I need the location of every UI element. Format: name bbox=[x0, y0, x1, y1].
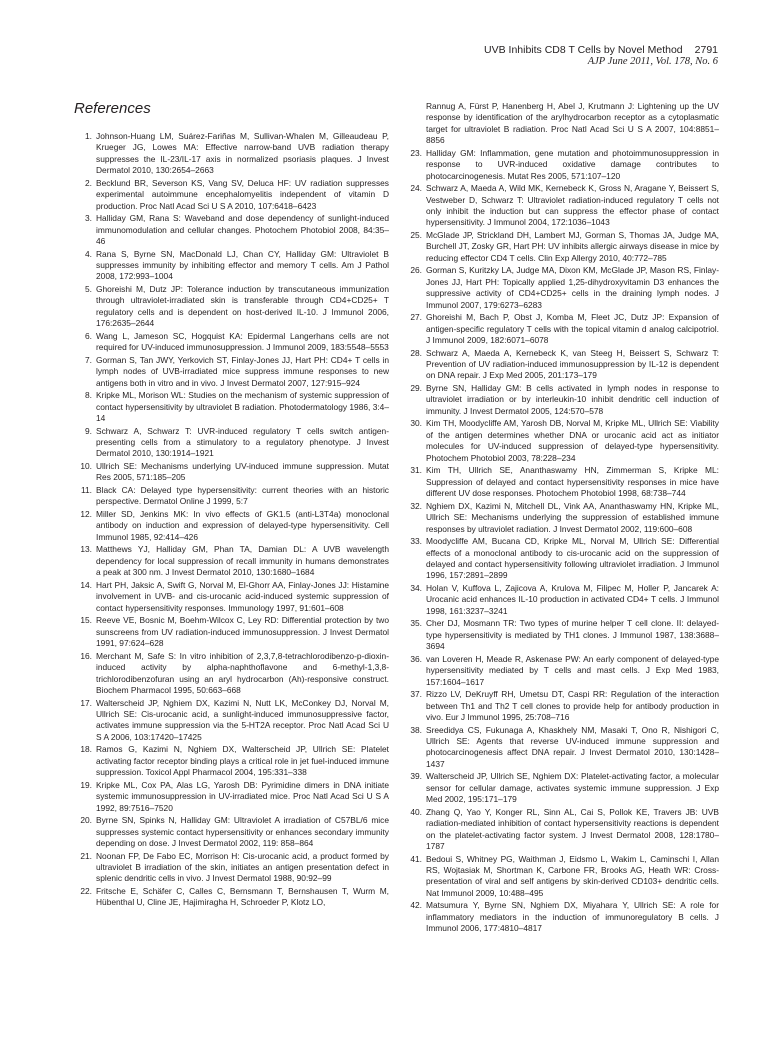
reference-number: 19. bbox=[80, 779, 92, 790]
reference-item bbox=[74, 886, 389, 909]
reference-text: Miller SD, Jenkins MK: In vivo effects of GK1.5 (anti-L3T4a) monoclonal antibody on induction and expression of delayed-type hypersensitivity. Cell Immunol 1985, 92:414–426 bbox=[96, 509, 389, 542]
reference-number: 36. bbox=[410, 653, 422, 664]
reference-text: Rana S, Byrne SN, MacDonald LJ, Chan CY, Halliday GM: Ultraviolet B suppresses immunity by inhibiting effector and memory T cells. Am J Pathol 2008, 172:993–1004 bbox=[96, 248, 389, 282]
reference-item bbox=[404, 771, 719, 805]
reference-item bbox=[74, 390, 389, 424]
reference-text: McGlade JP, Strickland DH, Lambert MJ, Gorman S, Thomas JA, Judge MA, Burchell JT, Zosky GR, Hart PH: UV inhibits allergic airways disease in mice by reducing effector CD4 T cells. Clin Exp Allergy 2010, 40:772–785 bbox=[426, 230, 719, 263]
reference-item bbox=[74, 426, 389, 460]
reference-text: Zhang Q, Yao Y, Konger RL, Sinn AL, Cai S, Pollok KE, Travers JB: UVB radiation-mediated inhibition of contact hypersensitivity reactions is dependent on the platelet-activating factor system. J Invest Dermatol 2008, 128:1780–1787 bbox=[426, 806, 719, 851]
reference-item bbox=[74, 178, 389, 212]
reference-text: Nghiem DX, Kazimi N, Mitchell DL, Vink AA, Ananthaswamy HN, Kripke ML, Ullrich SE: Mechanisms underlying the suppression of established immune responses by ultraviolet radiation. J Invest Dermatol 2002, 119:600–608 bbox=[426, 500, 719, 534]
reference-text: Bedoui S, Whitney PG, Waithman J, Eidsmo L, Wakim L, Caminschi I, Allan RS, Wojtasiak M, Shortman K, Carbone FR, Brooks AG, Heath WR: Cross-presentation of viral and self antigens by skin-derived CD103+ dendritic cells. Nat Immunol 2009, 10:488–495 bbox=[426, 853, 719, 898]
reference-item bbox=[404, 230, 719, 264]
reference-item bbox=[404, 148, 719, 182]
section-title: References bbox=[74, 100, 151, 117]
references-list-right bbox=[404, 148, 719, 935]
reference-item bbox=[404, 312, 719, 346]
reference-item bbox=[404, 583, 719, 617]
reference-number: 20. bbox=[80, 815, 92, 826]
reference-text: Wang L, Jameson SC, Hogquist KA: Epidermal Langerhans cells are not required for UV-induced immunosuppression. J Immunol 2009, 183:5548–5553 bbox=[96, 330, 389, 353]
references-column-right bbox=[404, 101, 719, 936]
reference-number: 6. bbox=[85, 330, 92, 341]
reference-text: Sreedidya CS, Fukunaga A, Khaskhely NM, Masaki T, Ono R, Nishigori C, Ullrich SE: Agents that reverse UV-induced immune suppression and photocarcinogenesis affect DNA repair. J Invest Dermatol 2010, 130:1428–1437 bbox=[426, 724, 719, 769]
reference-number: 25. bbox=[410, 230, 422, 241]
reference-number: 13. bbox=[80, 544, 92, 555]
reference-item bbox=[404, 725, 719, 771]
reference-number: 17. bbox=[80, 697, 92, 708]
reference-item bbox=[404, 689, 719, 723]
reference-number: 28. bbox=[410, 347, 422, 358]
running-title: UVB Inhibits CD8 T Cells by Novel Method bbox=[484, 44, 683, 56]
reference-text: Matsumura Y, Byrne SN, Nghiem DX, Miyahara Y, Ullrich SE: A role for inflammatory mediators in the induction of immunoregulatory B cells. J Immunol 2006, 177:4810–4817 bbox=[426, 900, 719, 934]
reference-item bbox=[404, 265, 719, 311]
reference-item bbox=[404, 183, 719, 229]
reference-text: Byrne SN, Halliday GM: B cells activated in lymph nodes in response to ultraviolet irradiation or by interleukin-10 inhibit dendritic cell induction of immunity. J Invest Dermatol 2005, 124:570–578 bbox=[426, 383, 719, 416]
reference-number: 32. bbox=[410, 500, 422, 511]
reference-text: Schwarz A, Schwarz T: UVR-induced regulatory T cells switch antigen-presenting cells from a stimulatory to a regulatory phenotype. J Invest Dermatol 2010, 130:1914–1921 bbox=[96, 425, 389, 459]
reference-item bbox=[74, 461, 389, 484]
reference-number: 26. bbox=[410, 265, 422, 276]
reference-item bbox=[404, 536, 719, 582]
reference-number: 34. bbox=[410, 582, 422, 593]
reference-item bbox=[404, 618, 719, 652]
reference-number: 7. bbox=[85, 354, 92, 365]
reference-text: van Loveren H, Meade R, Askenase PW: An early component of delayed-type hypersensitivity mediated by T cells and mast cells. J Exp Med 1983, 157:1604–1617 bbox=[426, 653, 719, 687]
reference-number: 1. bbox=[85, 131, 92, 141]
reference-number: 29. bbox=[410, 383, 422, 394]
reference-number: 22. bbox=[80, 885, 92, 896]
reference-number: 8. bbox=[85, 390, 92, 401]
reference-number: 37. bbox=[410, 689, 422, 700]
reference-item bbox=[74, 509, 389, 543]
reference-text: Black CA: Delayed type hypersensitivity: current theories with an historic perspective. Dermatol Online J 1999, 5:7 bbox=[96, 485, 389, 507]
reference-item bbox=[404, 900, 719, 934]
reference-text: Schwarz A, Maeda A, Wild MK, Kernebeck K, Gross N, Aragane Y, Beissert S, Vestweber D, Schwarz T: Ultraviolet radiation-induced regulatory T cells not only inhibit the induction but can suppress the effector phase of contact hypersensitivity. J Immunol 2004, 172:1036–1043 bbox=[426, 183, 719, 228]
reference-item bbox=[404, 383, 719, 417]
reference-text: Kripke ML, Morison WL: Studies on the mechanism of systemic suppression of contact hypersensitivity by ultraviolet B radiation. Photodermatology 1986, 3:4–14 bbox=[96, 390, 389, 424]
reference-number: 23. bbox=[410, 147, 422, 158]
reference-number: 14. bbox=[80, 579, 92, 590]
reference-number: 16. bbox=[80, 650, 92, 661]
reference-text: Halliday GM, Rana S: Waveband and dose dependency of sunlight-induced immunomodulation and cellular changes. Photochem Photobiol 2008, 84:35–46 bbox=[96, 213, 389, 247]
reference-text: Reeve VE, Bosnic M, Boehm-Wilcox C, Ley RD: Differential protection by two sunscreens from UV radiation-induced immunosuppression. J Invest Dermatol 1991, 97:624–628 bbox=[96, 615, 389, 649]
reference-item bbox=[404, 348, 719, 382]
reference-number: 21. bbox=[80, 850, 92, 861]
reference-item bbox=[404, 501, 719, 535]
reference-number: 2. bbox=[85, 177, 92, 188]
reference-item bbox=[74, 213, 389, 247]
reference-item bbox=[404, 465, 719, 499]
reference-text: Kim TH, Moodycliffe AM, Yarosh DB, Norval M, Kripke ML, Ullrich SE: Viability of the antigen determines whether DNA or urocanic acid act as initiator molecules for UV-induced suppression of delayed-type hypersensitivity. Photochem Photobiol 2003, 78:228–234 bbox=[426, 418, 719, 463]
reference-number: 15. bbox=[80, 615, 92, 626]
reference-item bbox=[74, 331, 389, 354]
reference-number: 18. bbox=[80, 744, 92, 755]
reference-item bbox=[74, 284, 389, 330]
reference-number: 3. bbox=[85, 213, 92, 224]
reference-number: 24. bbox=[410, 183, 422, 194]
reference-item bbox=[74, 851, 389, 885]
reference-text: Ghoreishi M, Bach P, Obst J, Komba M, Fleet JC, Dutz JP: Expansion of antigen-specific regulatory T cells with the topical vitamin d analog calcipotriol. J Immunol 2009, 182:6071–6078 bbox=[426, 312, 719, 346]
reference-text: Johnson-Huang LM, Suárez-Fariñas M, Sullivan-Whalen M, Gilleaudeau P, Krueger JG, Lowes MA: Effective narrow-band UVB radiation therapy suppresses the IL-23/IL-17 axis in normalized psoriasis plaques. J Invest Dermatol 2010, 130:2654–2663 bbox=[96, 131, 389, 176]
reference-item bbox=[74, 615, 389, 649]
reference-item bbox=[404, 654, 719, 688]
reference-number: 31. bbox=[410, 465, 422, 476]
reference-text: Kripke ML, Cox PA, Alas LG, Yarosh DB: Pyrimidine dimers in DNA initiate systemic immunosuppression in UV-irradiated mice. Proc Natl Acad Sci U S A 1992, 89:7516–7520 bbox=[96, 779, 389, 813]
reference-number: 30. bbox=[410, 418, 422, 429]
continued-reference: Rannug A, Fürst P, Hanenberg H, Abel J, Krutmann J: Lightening up the UV response by identification of the arylhydrocarbon receptor as a cytoplasmatic target for ultraviolet B radiation. Proc Natl Acad Sci U S A 2007, 104:8851–8856 bbox=[426, 101, 719, 146]
reference-number: 40. bbox=[410, 806, 422, 817]
references-column-left bbox=[74, 131, 389, 910]
reference-text: Merchant M, Safe S: In vitro inhibition of 2,3,7,8-tetrachlorodibenzo-p-dioxin-induced activity by alpha-naphthoflavone and 6-methyl-1,3,8-trichlorodibenzofuran using an aryl hydrocarbon (Ah)-responsive construct. Biochem Pharmacol 1995, 50:663–668 bbox=[96, 650, 389, 695]
reference-number: 38. bbox=[410, 724, 422, 735]
reference-text: Halliday GM: Inflammation, gene mutation and photoimmunosuppression in response to UVR-induced oxidative damage contributes to photocarcinogenesis. Mutat Res 2005, 571:107–120 bbox=[426, 147, 719, 181]
reference-text: Cher DJ, Mosmann TR: Two types of murine helper T cell clone. II: delayed-type hypersensitivity is mediated by TH1 clones. J Immunol 1987, 138:3688–3694 bbox=[426, 618, 719, 652]
reference-text: Kim TH, Ullrich SE, Ananthaswamy HN, Zimmerman S, Kripke ML: Suppression of delayed and contact hypersensitivity responses in mice have different UV dose responses. Photochem Photobiol 1998, 68:738–744 bbox=[426, 465, 719, 499]
reference-number: 9. bbox=[85, 425, 92, 436]
reference-item bbox=[74, 744, 389, 778]
reference-text: Byrne SN, Spinks N, Halliday GM: Ultraviolet A irradiation of C57BL/6 mice suppresses systemic contact hypersensitivity or enhances secondary immunity depending on dose. J Invest Dermatol 2002, 119: 858–864 bbox=[96, 815, 389, 848]
reference-text: Ullrich SE: Mechanisms underlying UV-induced immune suppression. Mutat Res 2005, 571:185–205 bbox=[96, 461, 389, 483]
reference-number: 35. bbox=[410, 618, 422, 629]
reference-text: Fritsche E, Schäfer C, Calles C, Bernsmann T, Bernshausen T, Wurm M, Hübenthal U, Cline JE, Hajimiragha H, Schroeder P, Klotz LO, bbox=[96, 885, 389, 908]
reference-text: Gorman S, Tan JWY, Yerkovich ST, Finlay-Jones JJ, Hart PH: CD4+ T cells in lymph nodes of UVB-irradiated mice suppress immune responses to new antigens both in vitro and in vivo. J Invest Dermatol 2007, 127:915–924 bbox=[96, 354, 389, 388]
reference-text: Walterscheid JP, Ullrich SE, Nghiem DX: Platelet-activating factor, a molecular sensor for cellular damage, activates systemic immune suppression. J Exp Med 2002, 195:171–179 bbox=[426, 771, 719, 805]
page-number: 2791 bbox=[694, 44, 718, 56]
reference-item bbox=[404, 854, 719, 900]
reference-text: Matthews YJ, Halliday GM, Phan TA, Damian DL: A UVB wavelength dependency for local suppression of recall immunity in humans demonstrates a peak at 300 nm. J Invest Dermatol 2010, 130:1680–1684 bbox=[96, 544, 389, 578]
reference-number: 4. bbox=[85, 248, 92, 259]
reference-number: 42. bbox=[410, 900, 422, 911]
reference-text: Noonan FP, De Fabo EC, Morrison H: Cis-urocanic acid, a product formed by ultraviolet B irradiation of the skin, initiates an antigen presentation defect in splenic dendritic cells in vivo. J Invest Dermatol 1988, 90:92–99 bbox=[96, 850, 389, 884]
reference-item bbox=[74, 485, 389, 508]
reference-number: 5. bbox=[85, 284, 92, 295]
reference-text: Holan V, Kuffova L, Zajicova A, Krulova M, Filipec M, Holler P, Jancarek A: Urocanic acid enhances IL-10 production in activated CD4+ T cells. J Immunol 1998, 161:3237–3241 bbox=[426, 582, 719, 616]
reference-text: Gorman S, Kuritzky LA, Judge MA, Dixon KM, McGlade JP, Mason RS, Finlay-Jones JJ, Hart PH: Topically applied 1,25-dihydroxyvitamin D3 enhances the suppressive activity of CD4+CD25+ cells in the draining lymph nodes. J Immunol 2007, 179:6273–6283 bbox=[426, 265, 719, 310]
reference-item bbox=[74, 780, 389, 814]
reference-text: Schwarz A, Maeda A, Kernebeck K, van Steeg H, Beissert S, Schwarz T: Prevention of UV radiation-induced immunosuppression by IL-12 is dependent on DNA repair. J Exp Med 2005, 201:173–179 bbox=[426, 347, 719, 381]
reference-text: Rizzo LV, DeKruyff RH, Umetsu DT, Caspi RR: Regulation of the interaction between Th1 and Th2 T cell clones to provide help for antibody production in vivo. Eur J Immunol 1995, 25:708–716 bbox=[426, 689, 719, 722]
reference-text: Ghoreishi M, Dutz JP: Tolerance induction by transcutaneous immunization through ultraviolet-irradiated skin is transferable through CD4+CD25+ T regulatory cells and is dependent on host-derived IL-10. J Immunol 2006, 176:2635–2644 bbox=[96, 284, 389, 329]
reference-item bbox=[74, 580, 389, 614]
header-line-1 bbox=[484, 44, 718, 56]
reference-item bbox=[404, 418, 719, 464]
reference-item bbox=[74, 651, 389, 697]
reference-item bbox=[74, 249, 389, 283]
reference-item bbox=[74, 544, 389, 578]
reference-item bbox=[74, 131, 389, 177]
journal-info: AJP June 2011, Vol. 178, No. 6 bbox=[587, 56, 718, 67]
reference-item bbox=[74, 815, 389, 849]
reference-item bbox=[74, 355, 389, 389]
reference-number: 41. bbox=[410, 853, 422, 864]
reference-text: Hart PH, Jaksic A, Swift G, Norval M, El-Ghorr AA, Finlay-Jones JJ: Histamine involvement in UVB- and cis-urocanic acid-induced systemic suppression of contact hypersensitivity responses. Immunology 1997, 91:601–608 bbox=[96, 579, 389, 613]
reference-number: 11. bbox=[80, 485, 92, 496]
reference-text: Becklund BR, Severson KS, Vang SV, Deluca HF: UV radiation suppresses experimental autoimmune encephalomyelitis independent of vitamin D production. Proc Natl Acad Sci U S A 2010, 107:6418–6423 bbox=[96, 177, 389, 211]
reference-item bbox=[74, 698, 389, 744]
reference-number: 33. bbox=[410, 536, 422, 547]
reference-number: 27. bbox=[410, 312, 422, 323]
reference-text: Ramos G, Kazimi N, Nghiem DX, Walterscheid JP, Ullrich SE: Platelet activating factor receptor binding plays a critical role in jet fuel-induced immune suppression. Toxicol Appl Pharmacol 2004, 195:331–338 bbox=[96, 744, 389, 778]
reference-text: Moodycliffe AM, Bucana CD, Kripke ML, Norval M, Ullrich SE: Differential effects of a monoclonal antibody to cis-urocanic acid on the suppression of delayed and contact hypersensitivity following ultraviolet irradiation. J Immunol 1996, 157:2891–2899 bbox=[426, 536, 719, 581]
reference-number: 12. bbox=[80, 509, 92, 520]
reference-text: Walterscheid JP, Nghiem DX, Kazimi N, Nutt LK, McConkey DJ, Norval M, Ullrich SE: Cis-urocanic acid, a sunlight-induced immunosuppressive factor, activates immune suppression via the 5-HT2A receptor. Proc Natl Acad Sci U S A 2006, 103:17420–17425 bbox=[96, 697, 389, 742]
reference-number: 39. bbox=[410, 771, 422, 782]
running-header bbox=[484, 44, 718, 68]
reference-item bbox=[404, 807, 719, 853]
reference-number: 10. bbox=[80, 461, 92, 472]
